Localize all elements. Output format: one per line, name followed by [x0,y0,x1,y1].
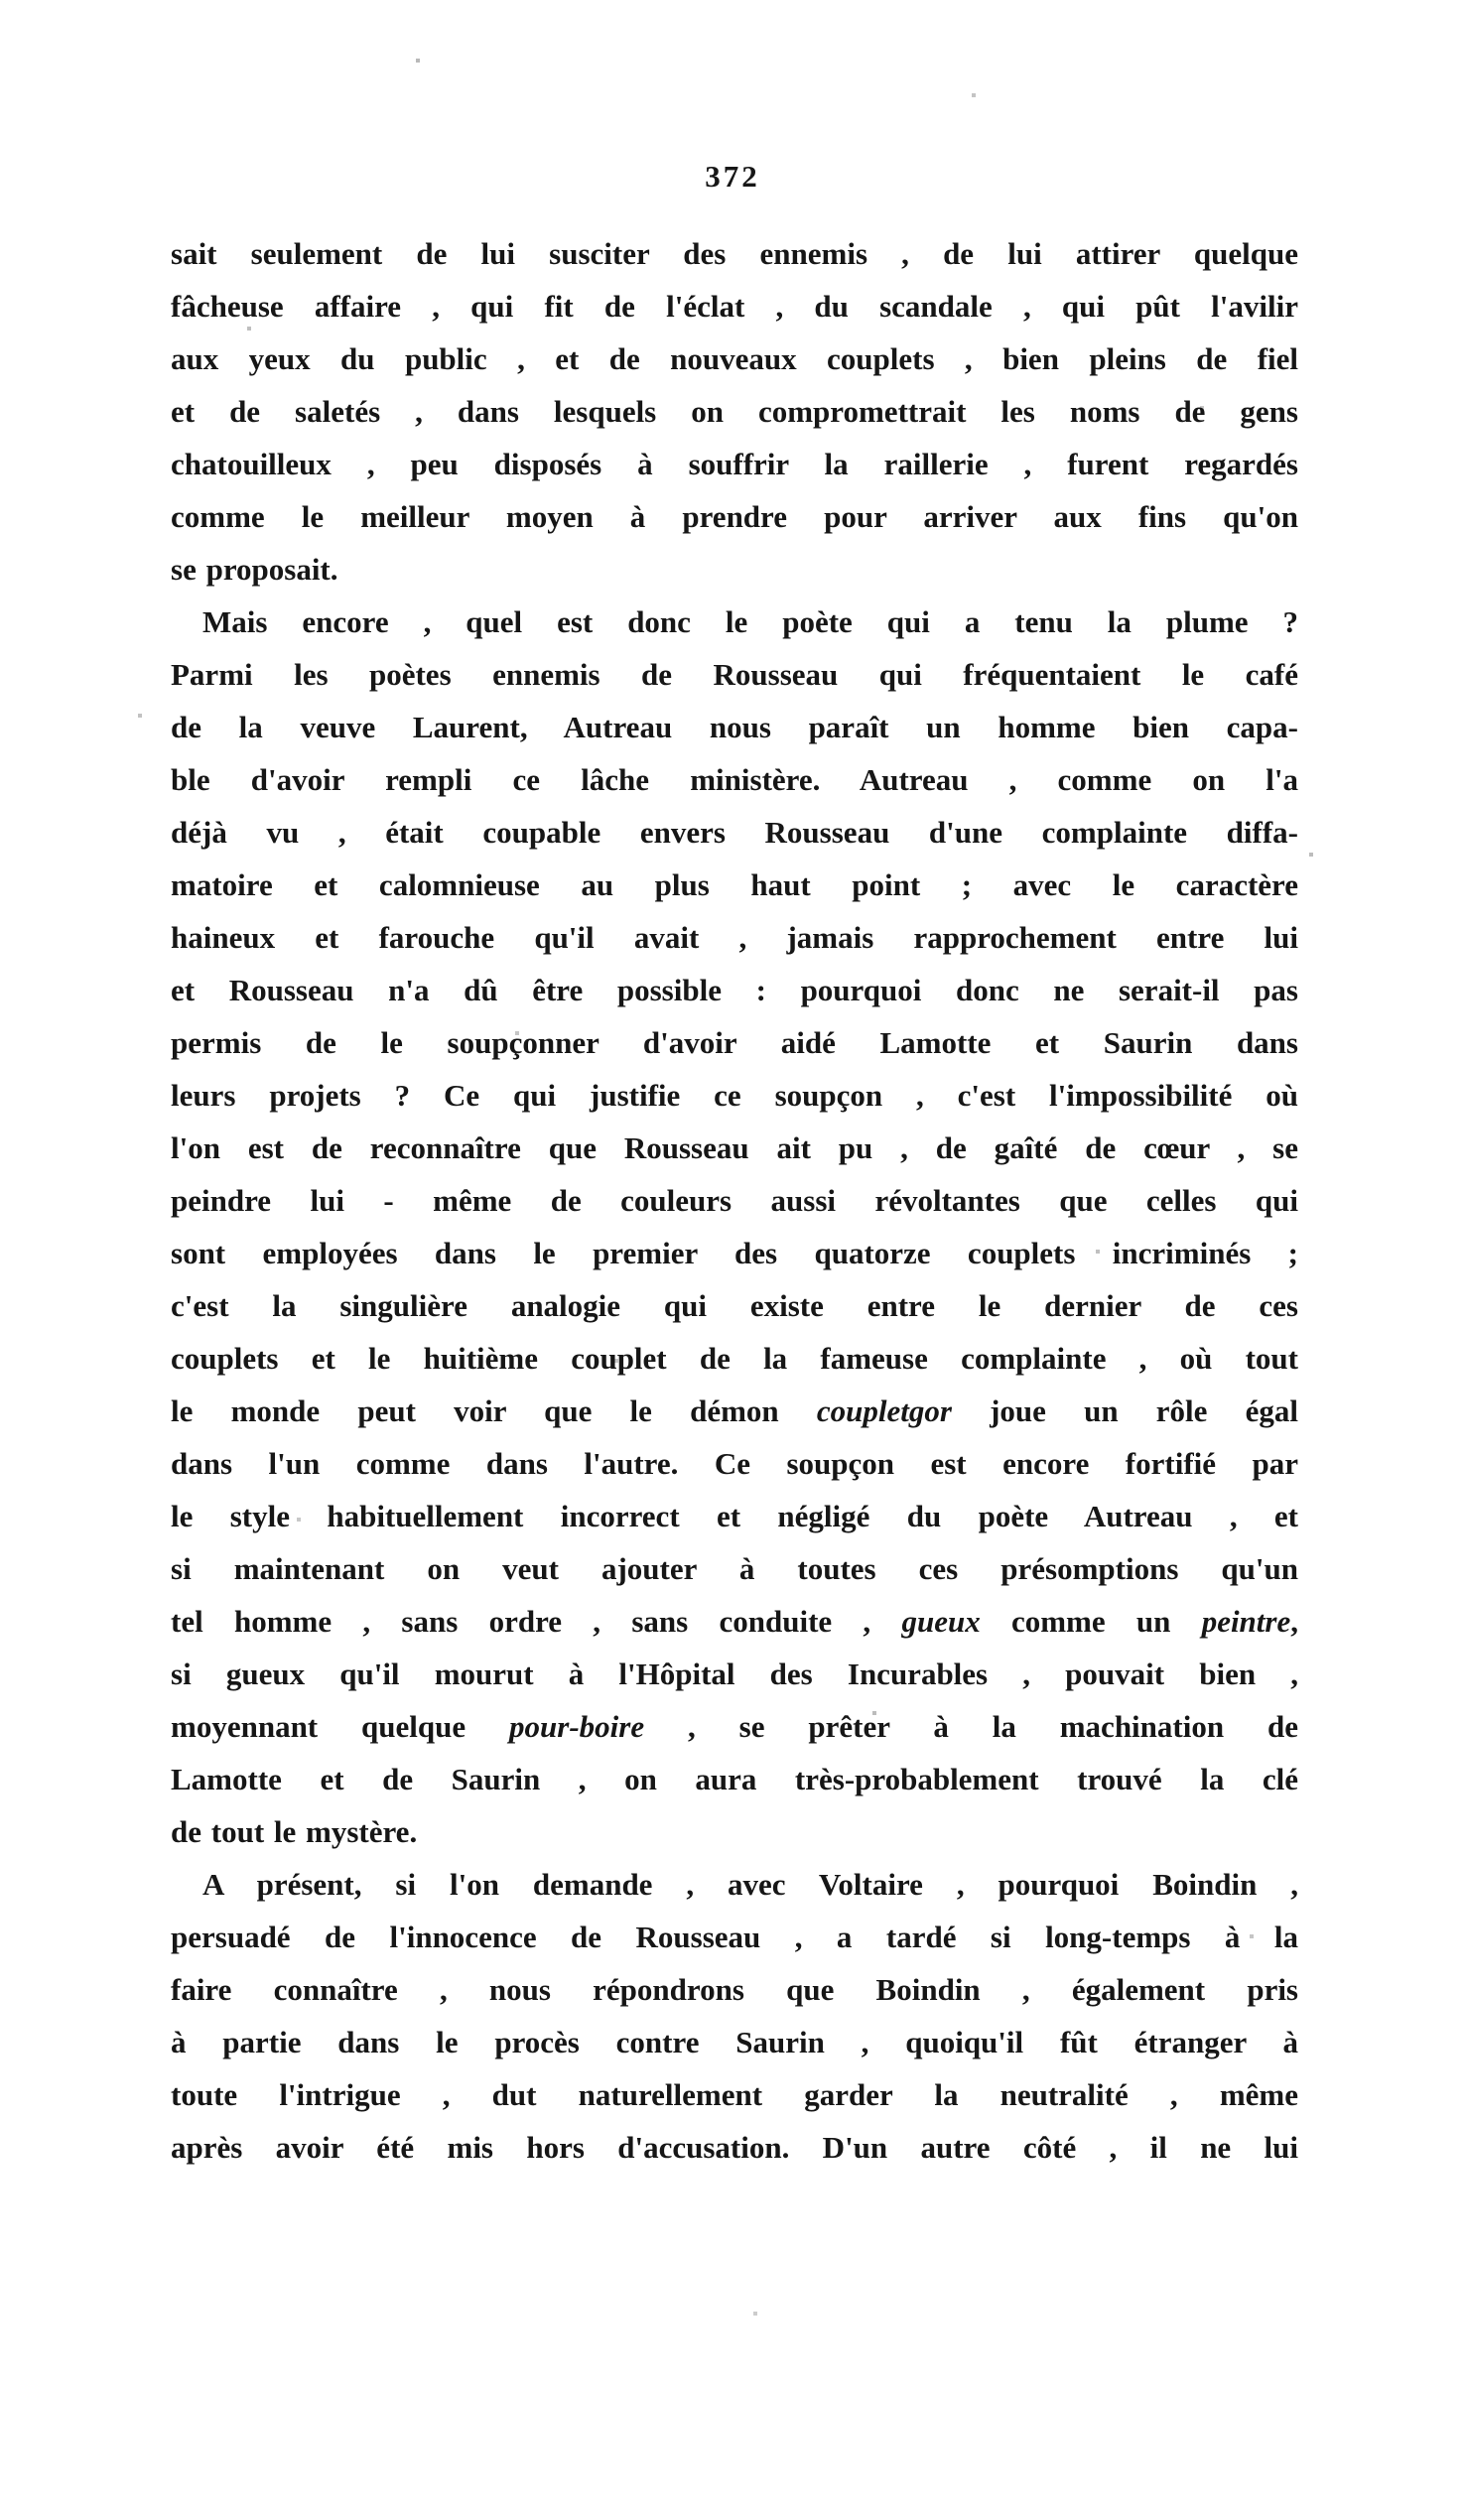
text-line [171,1069,1298,1122]
text-run: si gueux qu'il mourut à l'Hôpital des Incurables , pouvait bien , [171,1657,1298,1691]
text-run: si maintenant on veut ajouter à toutes ces présomptions qu'un [171,1551,1298,1586]
italic-text-run: coupletgor [816,1393,952,1428]
text-line [171,1595,1298,1648]
text-run: haineux et farouche qu'il avait , jamais rapprochement entre lui [171,920,1298,955]
text-run: leurs projets ? Ce qui justifie ce soupçon , c'est l'impossibilité où [171,1078,1298,1113]
text-line [171,1963,1298,2016]
text-line [171,2068,1298,2121]
text-run: ble d'avoir rempli ce lâche ministère. Autreau , comme on l'a [171,762,1298,797]
text-line [171,1016,1298,1069]
text-run: Parmi les poètes ennemis de Rousseau qui fréquentaient le café [171,657,1298,692]
text-line [171,1648,1298,1700]
text-run: moyennant quelque [171,1709,510,1744]
text-run: fâcheuse affaire , qui fit de l'éclat , du scandale , qui pût l'avilir [171,289,1298,324]
text-run: persuadé de l'innocence de Rousseau , a tardé si long-temps à la [171,1920,1298,1954]
text-run: sont employées dans le premier des quatorze couplets incriminés ; [171,1236,1298,1270]
text-run: aux yeux du public , et de nouveaux couplets , bien pleins de fiel [171,341,1298,376]
text-line [171,490,1298,543]
text-line [171,596,1298,648]
text-line [171,1805,1298,1858]
text-run: après avoir été mis hors d'accusation. D'un autre côté , il ne lui [171,2130,1298,2165]
text-line [171,1700,1298,1753]
text-run: de tout le mystère. [171,1814,418,1849]
text-line [171,385,1298,438]
text-run: c'est la singulière analogie qui existe entre le dernier de ces [171,1288,1298,1323]
text-line [171,1122,1298,1174]
text-run: sait seulement de lui susciter des ennemis , de lui attirer quelque [171,236,1298,271]
text-line [171,964,1298,1016]
text-line [171,859,1298,911]
text-line [171,1542,1298,1595]
text-run: dans l'un comme dans l'autre. Ce soupçon est encore fortifié par [171,1446,1298,1481]
text-line [171,1437,1298,1490]
text-line [171,806,1298,859]
text-line [171,911,1298,964]
page-number: 372 [705,159,760,194]
page-text [171,227,1298,2174]
text-line [171,2121,1298,2174]
text-run: A présent, si l'on demande , avec Voltaire , pourquoi Boindin , [202,1867,1298,1902]
text-run: joue un rôle égal [951,1393,1298,1428]
text-run: de la veuve Laurent, Autreau nous paraît un homme bien capa- [171,710,1298,744]
text-line [171,1858,1298,1911]
text-line [171,332,1298,385]
text-line [171,438,1298,490]
text-run: déjà vu , était coupable envers Rousseau d'une complainte diffa- [171,815,1298,850]
text-line [171,648,1298,701]
text-run: tel homme , sans ordre , sans conduite , [171,1604,902,1639]
text-run: l'on est de reconnaître que Rousseau ait pu , de gaîté de cœur , se [171,1130,1298,1165]
text-run: et de saletés , dans lesquels on compromettrait les noms de gens [171,394,1298,429]
text-run: le monde peut voir que le démon [171,1393,817,1428]
text-run: toute l'intrigue , dut naturellement garder la neutralité , même [171,2077,1298,2112]
text-line [171,227,1298,280]
text-run: couplets et le huitième couplet de la fameuse complainte , où tout [171,1341,1298,1376]
text-line [171,1174,1298,1227]
text-line [171,1385,1298,1437]
text-run: chatouilleux , peu disposés à souffrir la raillerie , furent regardés [171,447,1298,481]
text-run: Mais encore , quel est donc le poète qui a tenu la plume ? [202,604,1298,639]
text-run: se proposait. [171,552,338,587]
text-run: comme le meilleur moyen à prendre pour arriver aux fins qu'on [171,499,1298,534]
scan-noise [0,0,2,2]
text-run: matoire et calomnieuse au plus haut point ; avec le caractère [171,867,1298,902]
paragraph [171,596,1298,1858]
text-run: permis de le soupçonner d'avoir aidé Lamotte et Saurin dans [171,1025,1298,1060]
text-run: , [1290,1604,1298,1639]
text-line [171,280,1298,332]
paragraph [171,1858,1298,2174]
italic-text-run: peintre [1201,1604,1291,1639]
text-line [171,1332,1298,1385]
text-line [171,1753,1298,1805]
text-line [171,701,1298,753]
text-run: le style habituellement incorrect et négligé du poète Autreau , et [171,1499,1298,1533]
text-run: et Rousseau n'a dû être possible : pourquoi donc ne serait-il pas [171,973,1298,1007]
paragraph [171,227,1298,596]
text-run: faire connaître , nous répondrons que Boindin , également pris [171,1972,1298,2007]
text-line [171,753,1298,806]
text-run: Lamotte et de Saurin , on aura très-probablement trouvé la clé [171,1762,1298,1796]
text-run: à partie dans le procès contre Saurin , quoiqu'il fût étranger à [171,2025,1298,2059]
text-run: , se prêter à la machination de [644,1709,1298,1744]
italic-text-run: pour-boire [509,1709,645,1744]
text-line [171,1490,1298,1542]
italic-text-run: gueux [901,1604,981,1639]
text-line [171,543,1298,596]
text-run: comme un [980,1604,1202,1639]
text-run: peindre lui - même de couleurs aussi révoltantes que celles qui [171,1183,1298,1218]
text-line [171,1227,1298,1279]
text-line [171,1911,1298,1963]
text-line [171,2016,1298,2068]
text-line [171,1279,1298,1332]
